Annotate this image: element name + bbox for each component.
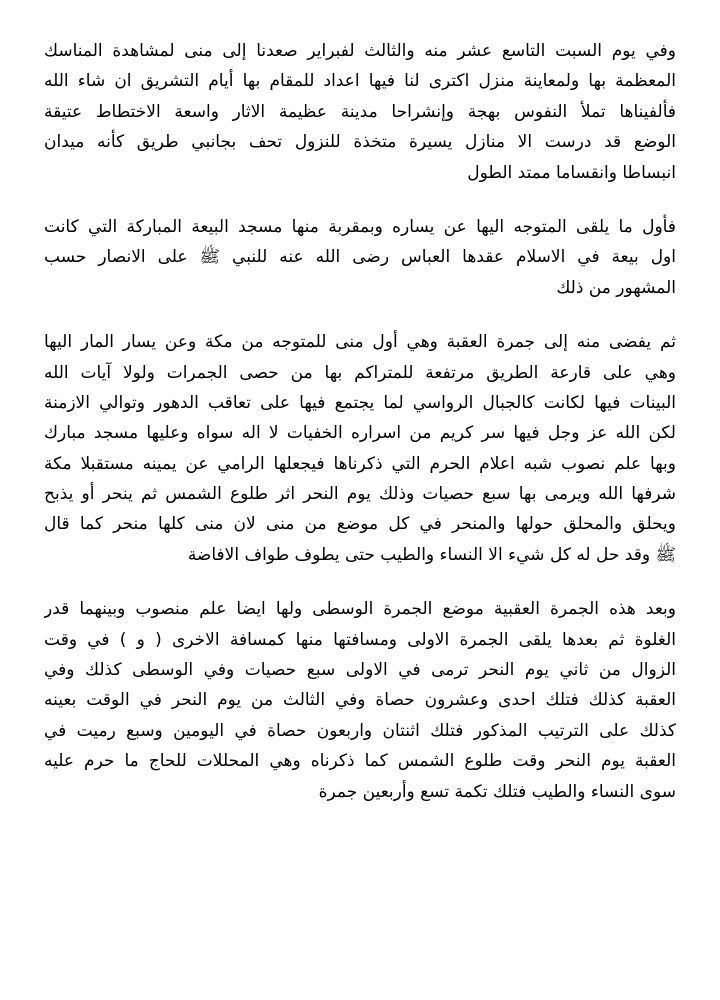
- text-line: شرفها الله ويرمى بها سبع حصيات وذلك يوم النحر اثر طلوع الشمس ثم ينحر أو يذبح: [44, 484, 676, 505]
- text-line: فأول ما يلقى المتوجه اليها عن يساره وبمقربة منها مسجد البيعة المباركة التي كانت: [44, 216, 676, 237]
- text-line: انبساطا وانقساما ممتد الطول: [467, 162, 676, 183]
- text-line: المشهور من ذلك: [556, 277, 676, 298]
- text-line: الغلوة ثم بعدها يلقى الجمرة الاولى ومسافتها منها كمسافة الاخرى ( و ) في وقت: [44, 629, 676, 650]
- text-line: وفي يوم السبت التاسع عشر منه والثالث لفبراير صعدنا إلى منى لمشاهدة المناسك: [44, 41, 676, 61]
- document-page: [44, 36, 676, 831]
- text-line: لكن الله عز وجل فيها سر كريم من اسراره الخفيات لا اله سواه وعليها مسجد مبارك: [44, 423, 676, 444]
- text-line: وهي على قارعة الطريق مرتفعة للمتراكم بها من حصى الجمرات ولولا آيات الله: [44, 362, 676, 383]
- text-line: الوضع قد درست الا منازل يسيرة متخذة للنزول تحف بجانبي طريق كأنه ميدان: [44, 132, 676, 153]
- text-line: ثم يفضى منه إلى جمرة العقبة وهي أول منى للمتوجه من مكة وعن يسار المار اليها: [44, 332, 676, 353]
- text-line: الزوال من ثاني يوم النحر ترمى في الاولى سبع حصيات وفي الوسطى كذلك وفي: [44, 660, 676, 681]
- text-line: ﷺ وقد حل له كل شيء الا النساء والطيب حتى يطوف طواف الافاضة: [187, 544, 676, 565]
- text-line: وبها علم نصوب شبه اعلام الحرم التي ذكرناها فيجعلها الرامي عن يمينه مستقبلا مكة: [44, 453, 676, 474]
- text-line: العقبة كذلك فتلك احدى وعشرون حصاة وفي الثالث من يوم النحر في الوقت بعينه: [44, 690, 676, 711]
- text-line: وبعد هذه الجمرة العقبية موضع الجمرة الوسطى ولها ايضا علم منصوب وبينهما قدر: [44, 599, 676, 620]
- text-line: ويحلق والمحلق حولها والمنحر في كل موضع من منى لان منى كلها منحر كما قال: [44, 514, 676, 535]
- text-line: العقبة يوم النحر وقت طلوع الشمس كما ذكرناه وهي المحللات للحاج ما حرم عليه: [44, 751, 676, 772]
- paragraph-middle-jamra: [44, 594, 676, 807]
- text-line: فألفيناها تملأ النفوس بهجة وإنشراحا مدينة عظيمة الاثار واسعة الاختطاط عتيقة: [44, 101, 676, 122]
- paragraph-mina-arrival: [44, 36, 676, 188]
- paragraph-jamrat-al-aqaba: [44, 327, 676, 570]
- text-line: سوى النساء والطيب فتلك تكمة تسع وأربعين جمرة: [318, 781, 676, 802]
- paragraph-bayah-mosque: [44, 212, 676, 303]
- text-line: البينات فيها لكانت كالجبال الرواسي لما يجتمع فيها على تعاقب الدهور وتوالي الازمنة: [44, 392, 676, 413]
- text-line: كذلك على الترتيب المذكور فتلك اثنتان واربعون حصاة في اليومين وسبع رميت في: [44, 720, 676, 741]
- text-line: المعظمة بها ولمعاينة منزل اكترى لنا فيها اعداد للمقام بها أيام التشريق ان شاء الله: [44, 71, 676, 92]
- text-line: اول بيعة في الاسلام عقدها العباس رضى الله عنه للنبي ﷺ على الانصار حسب: [44, 247, 676, 268]
